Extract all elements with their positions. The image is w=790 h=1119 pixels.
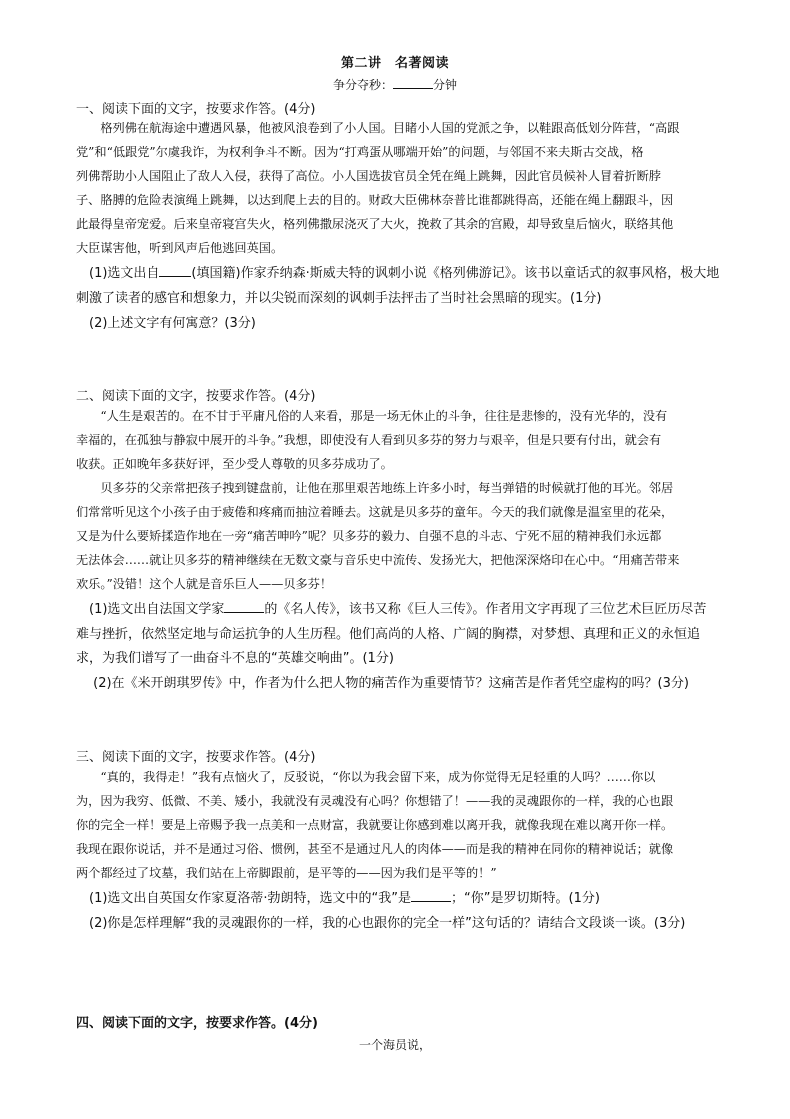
passage-line: 此最得皇帝宠爱。后来皇帝寝宫失火，格列佛撒尿浇灭了大火，挽救了其余的宫殿，却导致皇后恼火，联络其他 [76, 217, 674, 231]
passage-line: 幸福的，在孤独与静寂中展开的斗争。”我想，即使没有人看到贝多芬的努力与艰辛，但是只要有付出，就会有 [76, 433, 662, 447]
question-text: (2)在《米开朗琪罗传》中，作者为什么把人物的痛苦作为重要情节？这痛苦是作者凭空虚构的吗？(3分) [76, 676, 689, 691]
passage-line: 大臣谋害他，听到风声后他逃回英国。 [76, 241, 284, 255]
time-limit-suffix: 分钟 [433, 78, 458, 92]
section-3-question-1 [76, 887, 726, 912]
question-text: (2)你是怎样理解“我的灵魂跟你的一样，我的心也跟你的完全一样”这句话的？请结合文段谈一谈。(3分) [76, 916, 686, 931]
passage-line: 为，因为我穷、低微、不美、矮小，我就没有灵魂没有心吗？你想错了！——我的灵魂跟你的一样，我的心也跟 [76, 794, 674, 808]
passage-line: 你的完全一样！要是上帝赐予我一点美和一点财富，我就要让你感到难以离开我，就像我现在难以离开你一样。 [76, 818, 674, 832]
passage-line: 们常常听见这个小孩子由于疲倦和疼痛而抽泣着睡去。这就是贝多芬的童年。今天的我们就像是温室里的花朵， [76, 505, 674, 519]
question-text: 的《名人传》，该书又称《巨人三传》。作者用文字再现了三位艺术巨匠历尽苦 [264, 602, 707, 617]
passage-line: “人生是艰苦的。在不甘于平庸凡俗的人来看，那是一场无休止的斗争，往往是悲惨的，没有光华的，没有 [76, 409, 668, 423]
passage-line: 格列佛在航海途中遭遇风暴，他被风浪卷到了小人国。目睹小人国的党派之争，以鞋跟高低划分阵营，“高跟 [76, 121, 680, 135]
section-3-passage [76, 765, 722, 885]
section-3-question-2 [76, 912, 726, 937]
question-text: 刺激了读者的感官和想象力，并以尖锐而深刻的讽刺手法抨击了当时社会黑暗的现实。(1分) [76, 290, 602, 306]
question-text: (2)上述文字有何寓意？(3分) [76, 316, 256, 331]
time-blank[interactable] [393, 77, 433, 89]
question-text: ；“你”是罗切斯特。(1分) [451, 891, 600, 906]
question-text: (1)选文出自 [76, 266, 160, 281]
section-4-heading: 四、阅读下面的文字，按要求作答。(4分) [76, 1016, 318, 1031]
section-3-heading: 三、阅读下面的文字，按要求作答。(4分) [76, 750, 316, 765]
passage-line: 又是为什么要矫揉造作地在一旁“痛苦呻吟”呢？贝多芬的毅力、自强不息的斗志、宁死不屈的精神我们永远都 [76, 529, 662, 543]
question-text: (1)选文出自法国文学家 [76, 602, 225, 617]
section-2-question-2 [76, 672, 726, 697]
answer-blank[interactable] [159, 265, 191, 277]
passage-line: 欢乐。”没错！这个人就是音乐巨人——贝多芬！ [76, 577, 333, 591]
section-1-question-2 [76, 312, 726, 337]
passage-line: 党”和“低跟党”尔虞我诈，为权利争斗不断。因为“打鸡蛋从哪端开始”的问题，与邻国不来夫斯古交战，格 [76, 145, 644, 159]
question-text: (填国籍)作家乔纳森·斯威夫特的讽刺小说《格列佛游记》。该书以童话式的叙事风格，极大地 [191, 266, 720, 281]
question-text: 难与挫折，依然坚定地与命运抗争的人生历程。他们高尚的人格、广阔的胸襟，对梦想、真理和正义的永恒追 [76, 626, 701, 642]
passage-line: 子、胳膊的危险表演绳上跳舞，以达到爬上去的目的。财政大臣佛林奈普比谁都跳得高，还能在绳上翻跟斗，因 [76, 193, 674, 207]
section-2-heading: 二、阅读下面的文字，按要求作答。(4分) [76, 389, 316, 404]
question-text: 求，为我们谱写了一曲奋斗不息的“英雄交响曲”。(1分) [76, 651, 394, 666]
passage-line: 贝多芬的父亲常把孩子拽到键盘前，让他在那里艰苦地练上许多小时，每当弹错的时候就打他的耳光。邻居 [76, 481, 674, 495]
passage-line: 我现在跟你说话，并不是通过习俗、惯例，甚至不是通过凡人的肉体——而是我的精神在同你的精神说话；就像 [76, 842, 674, 856]
section-4-passage-start: 一个海员说， [358, 1038, 431, 1052]
section-1-heading: 一、阅读下面的文字，按要求作答。(4分) [76, 102, 316, 117]
passage-line: 两个都经过了坟墓，我们站在上帝脚跟前，是平等的——因为我们是平等的！” [76, 866, 497, 880]
section-1-question-1 [76, 262, 726, 311]
passage-line: 收获。正如晚年多获好评，至少受人尊敬的贝多芬成功了。 [76, 457, 393, 471]
section-2-passage [76, 404, 722, 596]
page-title: 第二讲 名著阅读 [340, 56, 449, 71]
question-text: (1)选文出自英国女作家夏洛蒂·勃朗特，选文中的“我”是 [76, 891, 412, 906]
section-1-passage [76, 116, 722, 260]
answer-blank[interactable] [411, 890, 451, 902]
time-limit [0, 76, 790, 93]
time-limit-prefix: 争分夺秒： [332, 78, 393, 92]
passage-line: 列佛帮助小人国阻止了敌人入侵，获得了高位。小人国选拔官员全凭在绳上跳舞，因此官员候补人冒着折断脖 [76, 169, 661, 183]
section-2-question-1 [76, 598, 726, 672]
answer-blank[interactable] [224, 601, 264, 613]
passage-line: “真的，我得走！”我有点恼火了，反驳说，“你以为我会留下来，成为你觉得无足轻重的人吗？……你以 [76, 770, 656, 784]
passage-line: 无法体会……就让贝多芬的精神继续在无数文豪与音乐史中流传、发扬光大，把他深深烙印在心中。“用痛苦带来 [76, 553, 680, 567]
